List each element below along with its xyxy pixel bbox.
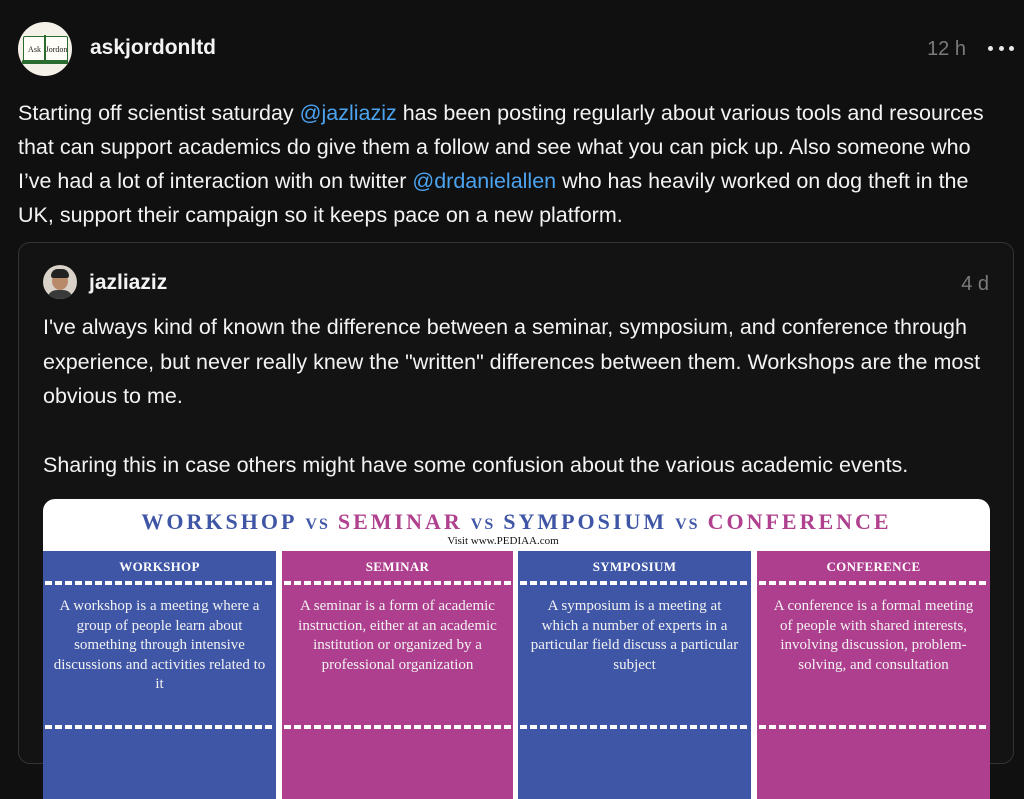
quoted-text xyxy=(43,310,993,483)
column-heading: SEMINAR xyxy=(365,559,430,574)
title-vs-2: VS xyxy=(470,516,496,533)
quoted-username[interactable]: jazliaziz xyxy=(89,271,168,294)
column-text: A workshop is a meeting where a group of people learn about something through intensive discussions and activities related to it xyxy=(53,598,266,692)
mention-link-jazliaziz[interactable]: @jazliaziz xyxy=(299,101,397,125)
infographic-title xyxy=(43,509,990,535)
column-conference xyxy=(757,551,990,799)
avatar-text-right: Jordon xyxy=(45,36,68,62)
avatar-text-left: Ask xyxy=(23,36,46,62)
column-seminar xyxy=(282,551,513,799)
column-text: A conference is a formal meeting of people with shared interests, involving discussion, problem-solving, and consultation xyxy=(773,598,974,673)
title-conference: CONFERENCE xyxy=(707,509,892,534)
column-heading: SYMPOSIUM xyxy=(592,559,677,574)
title-vs-1: VS xyxy=(305,516,330,533)
quoted-user-avatar[interactable] xyxy=(43,265,77,299)
column-heading: CONFERENCE xyxy=(826,559,921,574)
post-text xyxy=(18,96,998,232)
quoted-paragraph-2: Sharing this in case others might have some confusion about the various academic events. xyxy=(43,453,909,477)
column-heading: WORKSHOP xyxy=(119,559,200,574)
infographic-image[interactable] xyxy=(43,499,990,799)
post-text-part2: has been posting regularly about various tools and resources that can support academics do give them a follow and see what you can pick up. Also someone who I’ve had a lot of interaction with on twitter xyxy=(18,101,984,193)
infographic-source: Visit www.PEDIAA.com xyxy=(447,535,559,547)
quoted-timestamp: 4 d xyxy=(961,273,989,295)
column-text: A seminar is a form of academic instruction, either at an academic institution or organized by a professional organization xyxy=(298,598,497,673)
quoted-paragraph-1: I've always kind of known the difference between a seminar, symposium, and conference through experience, but never really knew the "written" differences between them. Workshops are the most obvious to me. xyxy=(43,315,981,408)
title-seminar: SEMINAR xyxy=(337,509,463,534)
more-options-icon[interactable] xyxy=(988,40,1014,56)
user-avatar[interactable] xyxy=(18,22,72,76)
title-vs-3: VS xyxy=(675,516,700,533)
quoted-post-card[interactable] xyxy=(18,242,1014,764)
book-logo-icon xyxy=(22,34,68,64)
post-username[interactable]: askjordonltd xyxy=(90,36,217,59)
title-symposium: SYMPOSIUM xyxy=(503,509,668,534)
column-symposium xyxy=(518,551,751,799)
column-text: A symposium is a meeting at which a number of experts in a particular field discuss a particular subject xyxy=(530,598,739,673)
title-workshop: WORKSHOP xyxy=(141,509,298,534)
post-text-part3: who has heavily worked on dog theft in the UK, support their campaign so it keeps pace on a new platform. xyxy=(18,169,969,227)
post-text-part1: Starting off scientist saturday xyxy=(18,101,300,125)
column-workshop xyxy=(43,551,276,799)
post-timestamp: 12 h xyxy=(927,38,966,60)
mention-link-drdanielallen[interactable]: @drdanielallen xyxy=(412,169,557,193)
